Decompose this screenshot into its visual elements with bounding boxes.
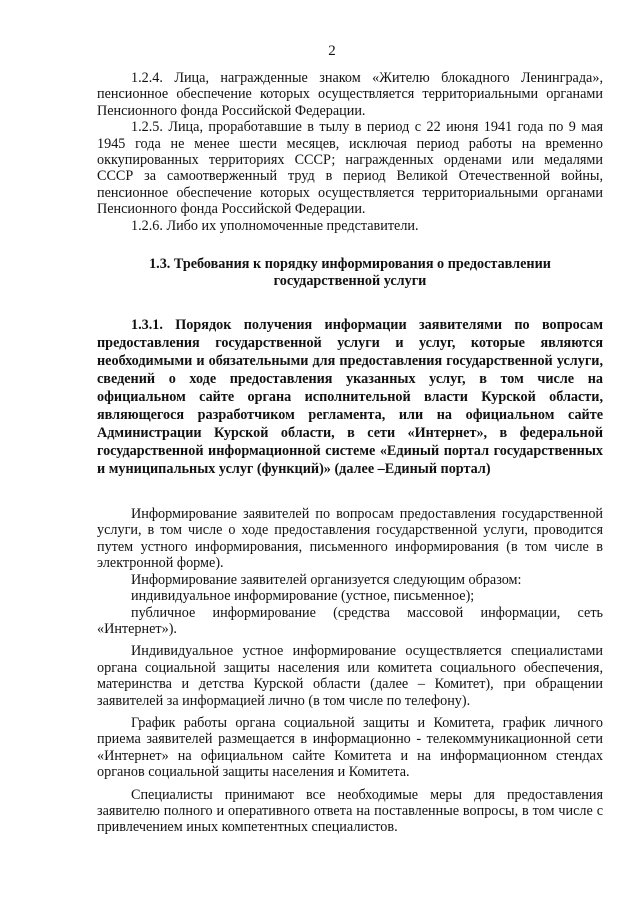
document-body — [97, 70, 603, 836]
paragraph-specialists: Специалисты принимают все необходимые меры для предоставления заявителю полного и оперативного ответа на поставленные вопросы, в том числе с привлечением иных компетентных специалистов. — [97, 786, 603, 836]
subsection-heading: 1.3.1. Порядок получения информации заявителями по вопросам предоставления государственной услуги и услуг, которые являются необходимыми и обязательными для предоставления государственной услуги, сведений о ходе предоставления указанных услуг, в том числе на официальном сайте органа исполнительной власти Курской области, являющегося разработчиком регламента, или на официальном сайте Администрации Курской области, в сети «Интернет», в федеральной государственной информационной системе «Единый портал государственных и муниципальных услуг (функций)» (далее –Единый портал) — [97, 317, 603, 478]
paragraph-oral-informing: Индивидуальное устное информирование осуществляется специалистами органа социальной защиты населения или комитета социального обеспечения, материнства и детства Курской области (далее – Комитет), при обращении заявителей за информацией лично (в том числе по телефону). — [97, 643, 603, 709]
paragraph-public: публичное информирование (средства массовой информации, сеть «Интернет»). — [97, 604, 603, 637]
paragraph-schedule: График работы органа социальной защиты и Комитета, график личного приема заявителей размещается в информационно - телекоммуникационной сети «Интернет» на официальном сайте Комитета и на информационном стендах органов социальной защиты населения и Комитета. — [97, 714, 603, 781]
paragraph-informing: Информирование заявителей по вопросам предоставления государственной услуги, в том числе о ходе предоставления государственной услуги, проводится путем устного информирования, письменного информирования (в том числе в электронной форме). — [97, 506, 603, 572]
section-heading: 1.3. Требования к порядку информирования о предоставлении государственной услуги — [149, 256, 551, 290]
paragraph-1-2-4: 1.2.4. Лица, награжденные знаком «Жителю блокадного Ленинграда», пенсионное обеспечение которых осуществляется территориальными органами Пенсионного фонда Российской Федерации. — [97, 70, 603, 119]
paragraph-individual: индивидуальное информирование (устное, письменное); — [131, 588, 475, 605]
paragraph-organization: Информирование заявителей организуется следующим образом: — [131, 571, 522, 588]
page-number: 2 — [328, 43, 336, 59]
paragraph-1-2-6: 1.2.6. Либо их уполномоченные представители. — [131, 217, 419, 234]
paragraph-1-2-5: 1.2.5. Лица, проработавшие в тылу в период с 22 июня 1941 года по 9 мая 1945 года не менее шести месяцев, исключая период работы на временно оккупированных территориях СССР; награжденных орденами или медалями СССР за самоотверженный труд в период Великой Отечественной войны, пенсионное обеспечение которых осуществляется территориальными органами Пенсионного фонда Российской Федерации. — [97, 119, 603, 218]
